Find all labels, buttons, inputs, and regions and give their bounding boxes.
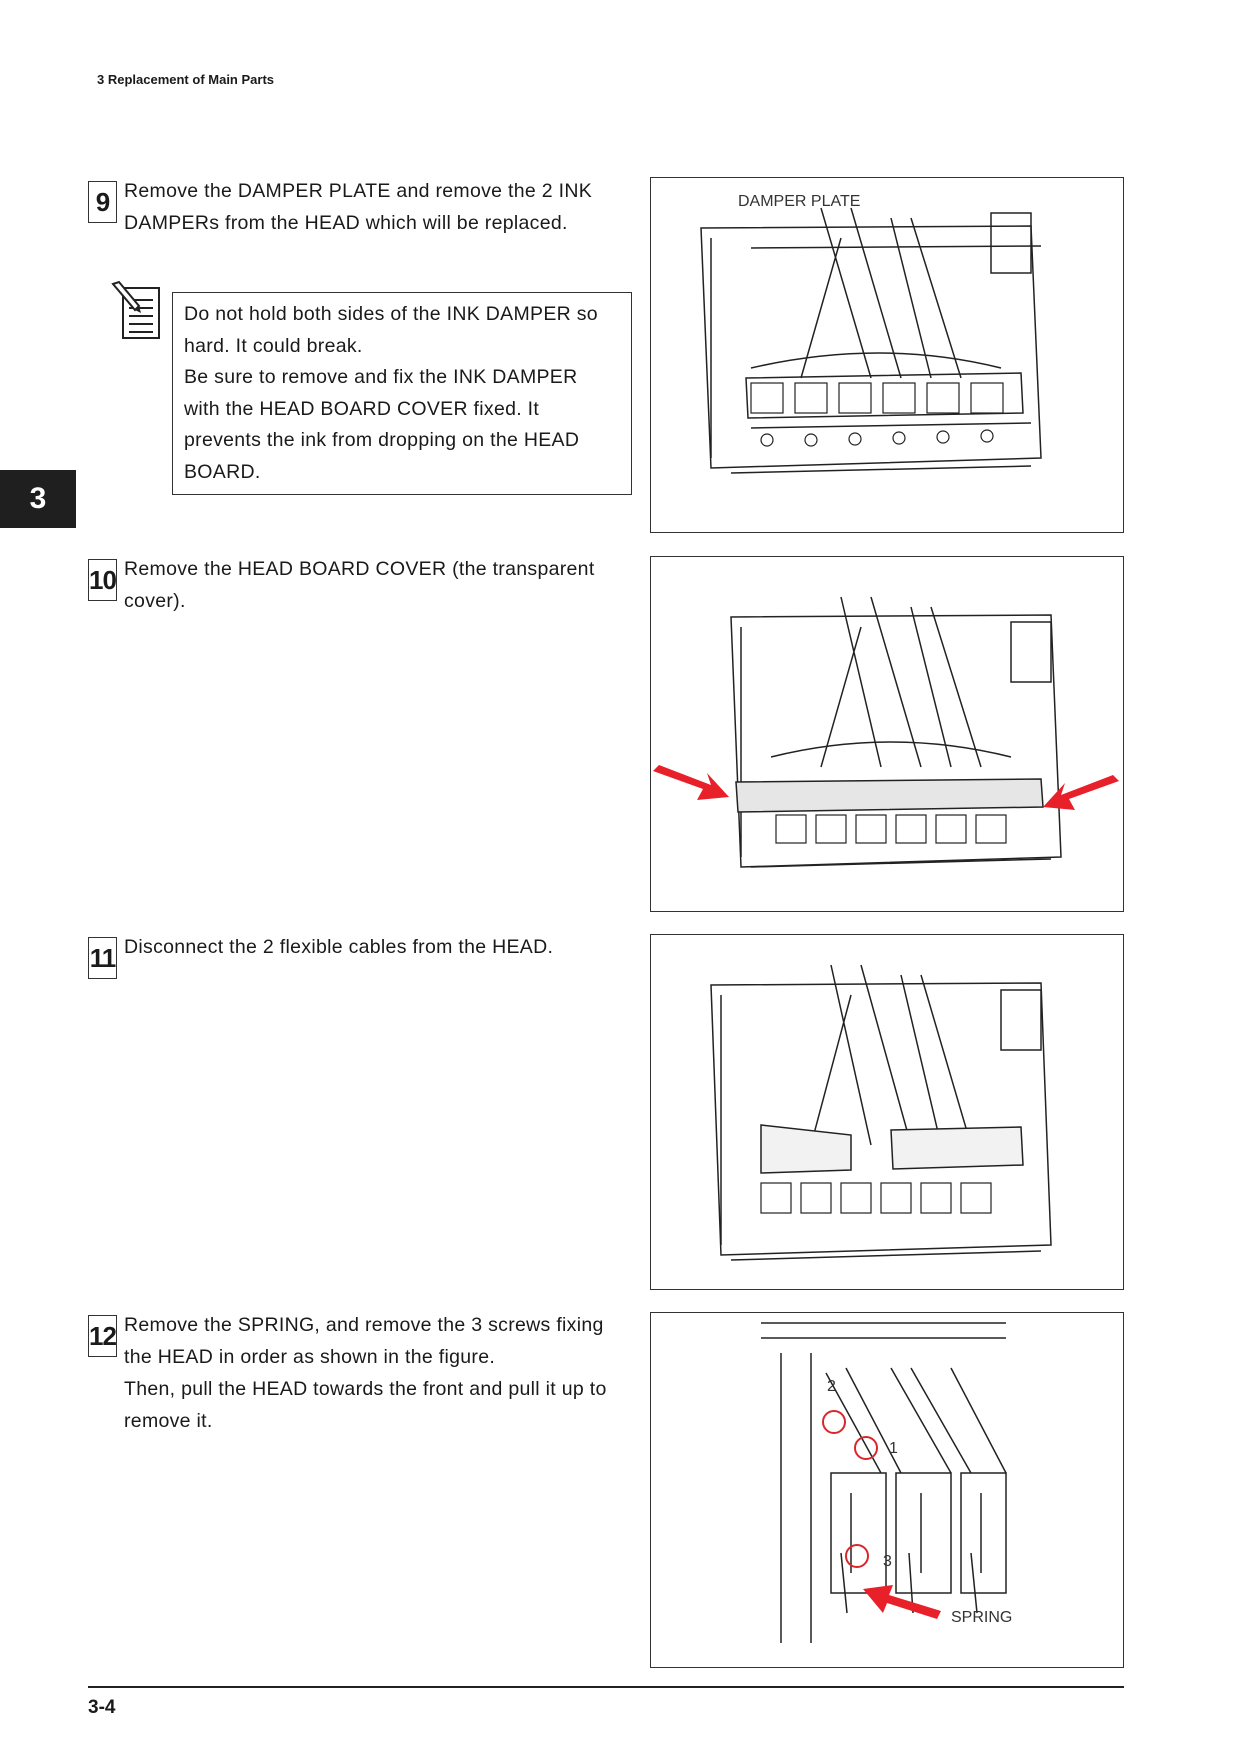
running-header: 3 Replacement of Main Parts <box>97 72 274 87</box>
left-red-arrow <box>653 765 729 800</box>
spring-red-arrow <box>863 1585 941 1619</box>
page-number: 3-4 <box>88 1697 116 1718</box>
screw-1-marker <box>855 1437 877 1459</box>
step-12-number: 12 <box>88 1315 117 1357</box>
step-9-text: Remove the DAMPER PLATE and remove the 2 INK DAMPERs from the HEAD which will be replaced. <box>124 180 593 234</box>
spring-label: SPRING <box>951 1609 1013 1626</box>
step-10-text: Remove the HEAD BOARD COVER (the transparent cover). <box>124 558 595 612</box>
head-screws-illustration <box>651 1313 1123 1667</box>
chapter-tab: 3 <box>0 470 76 528</box>
screw-2-marker <box>823 1411 845 1433</box>
step-10-number: 10 <box>88 559 117 601</box>
step-10-figure <box>650 556 1124 912</box>
step-12-text: Remove the SPRING, and remove the 3 screws fixing the HEAD in order as shown in the figure. Then, pull the HEAD towards the front and pull it up to remove it. <box>124 1314 607 1432</box>
screw-3-marker <box>846 1545 868 1567</box>
damper-plate-label: DAMPER PLATE <box>738 193 861 210</box>
footer-rule <box>88 1686 1124 1688</box>
caution-note: Do not hold both sides of the INK DAMPER so hard. It could break. Be sure to remove and fix the INK DAMPER with the HEAD BOARD COVER fixed. It prevents the ink from dropping on the HEAD BOARD. <box>172 292 632 495</box>
flexible-cables-illustration <box>651 935 1123 1289</box>
print-carriage-illustration <box>651 178 1123 532</box>
screw-2-label: 2 <box>827 1378 836 1395</box>
right-red-arrow <box>1043 775 1119 810</box>
screw-3-label: 3 <box>883 1553 892 1570</box>
head-board-cover-illustration <box>651 557 1123 911</box>
step-11-text: Disconnect the 2 flexible cables from the HEAD. <box>124 936 554 958</box>
step-11-figure <box>650 934 1124 1290</box>
step-9-figure <box>650 177 1124 533</box>
step-11-number: 11 <box>88 937 117 979</box>
step-12-figure <box>650 1312 1124 1668</box>
note-pad-icon <box>109 280 165 344</box>
screw-1-label: 1 <box>889 1440 898 1457</box>
step-9-number: 9 <box>88 181 117 223</box>
